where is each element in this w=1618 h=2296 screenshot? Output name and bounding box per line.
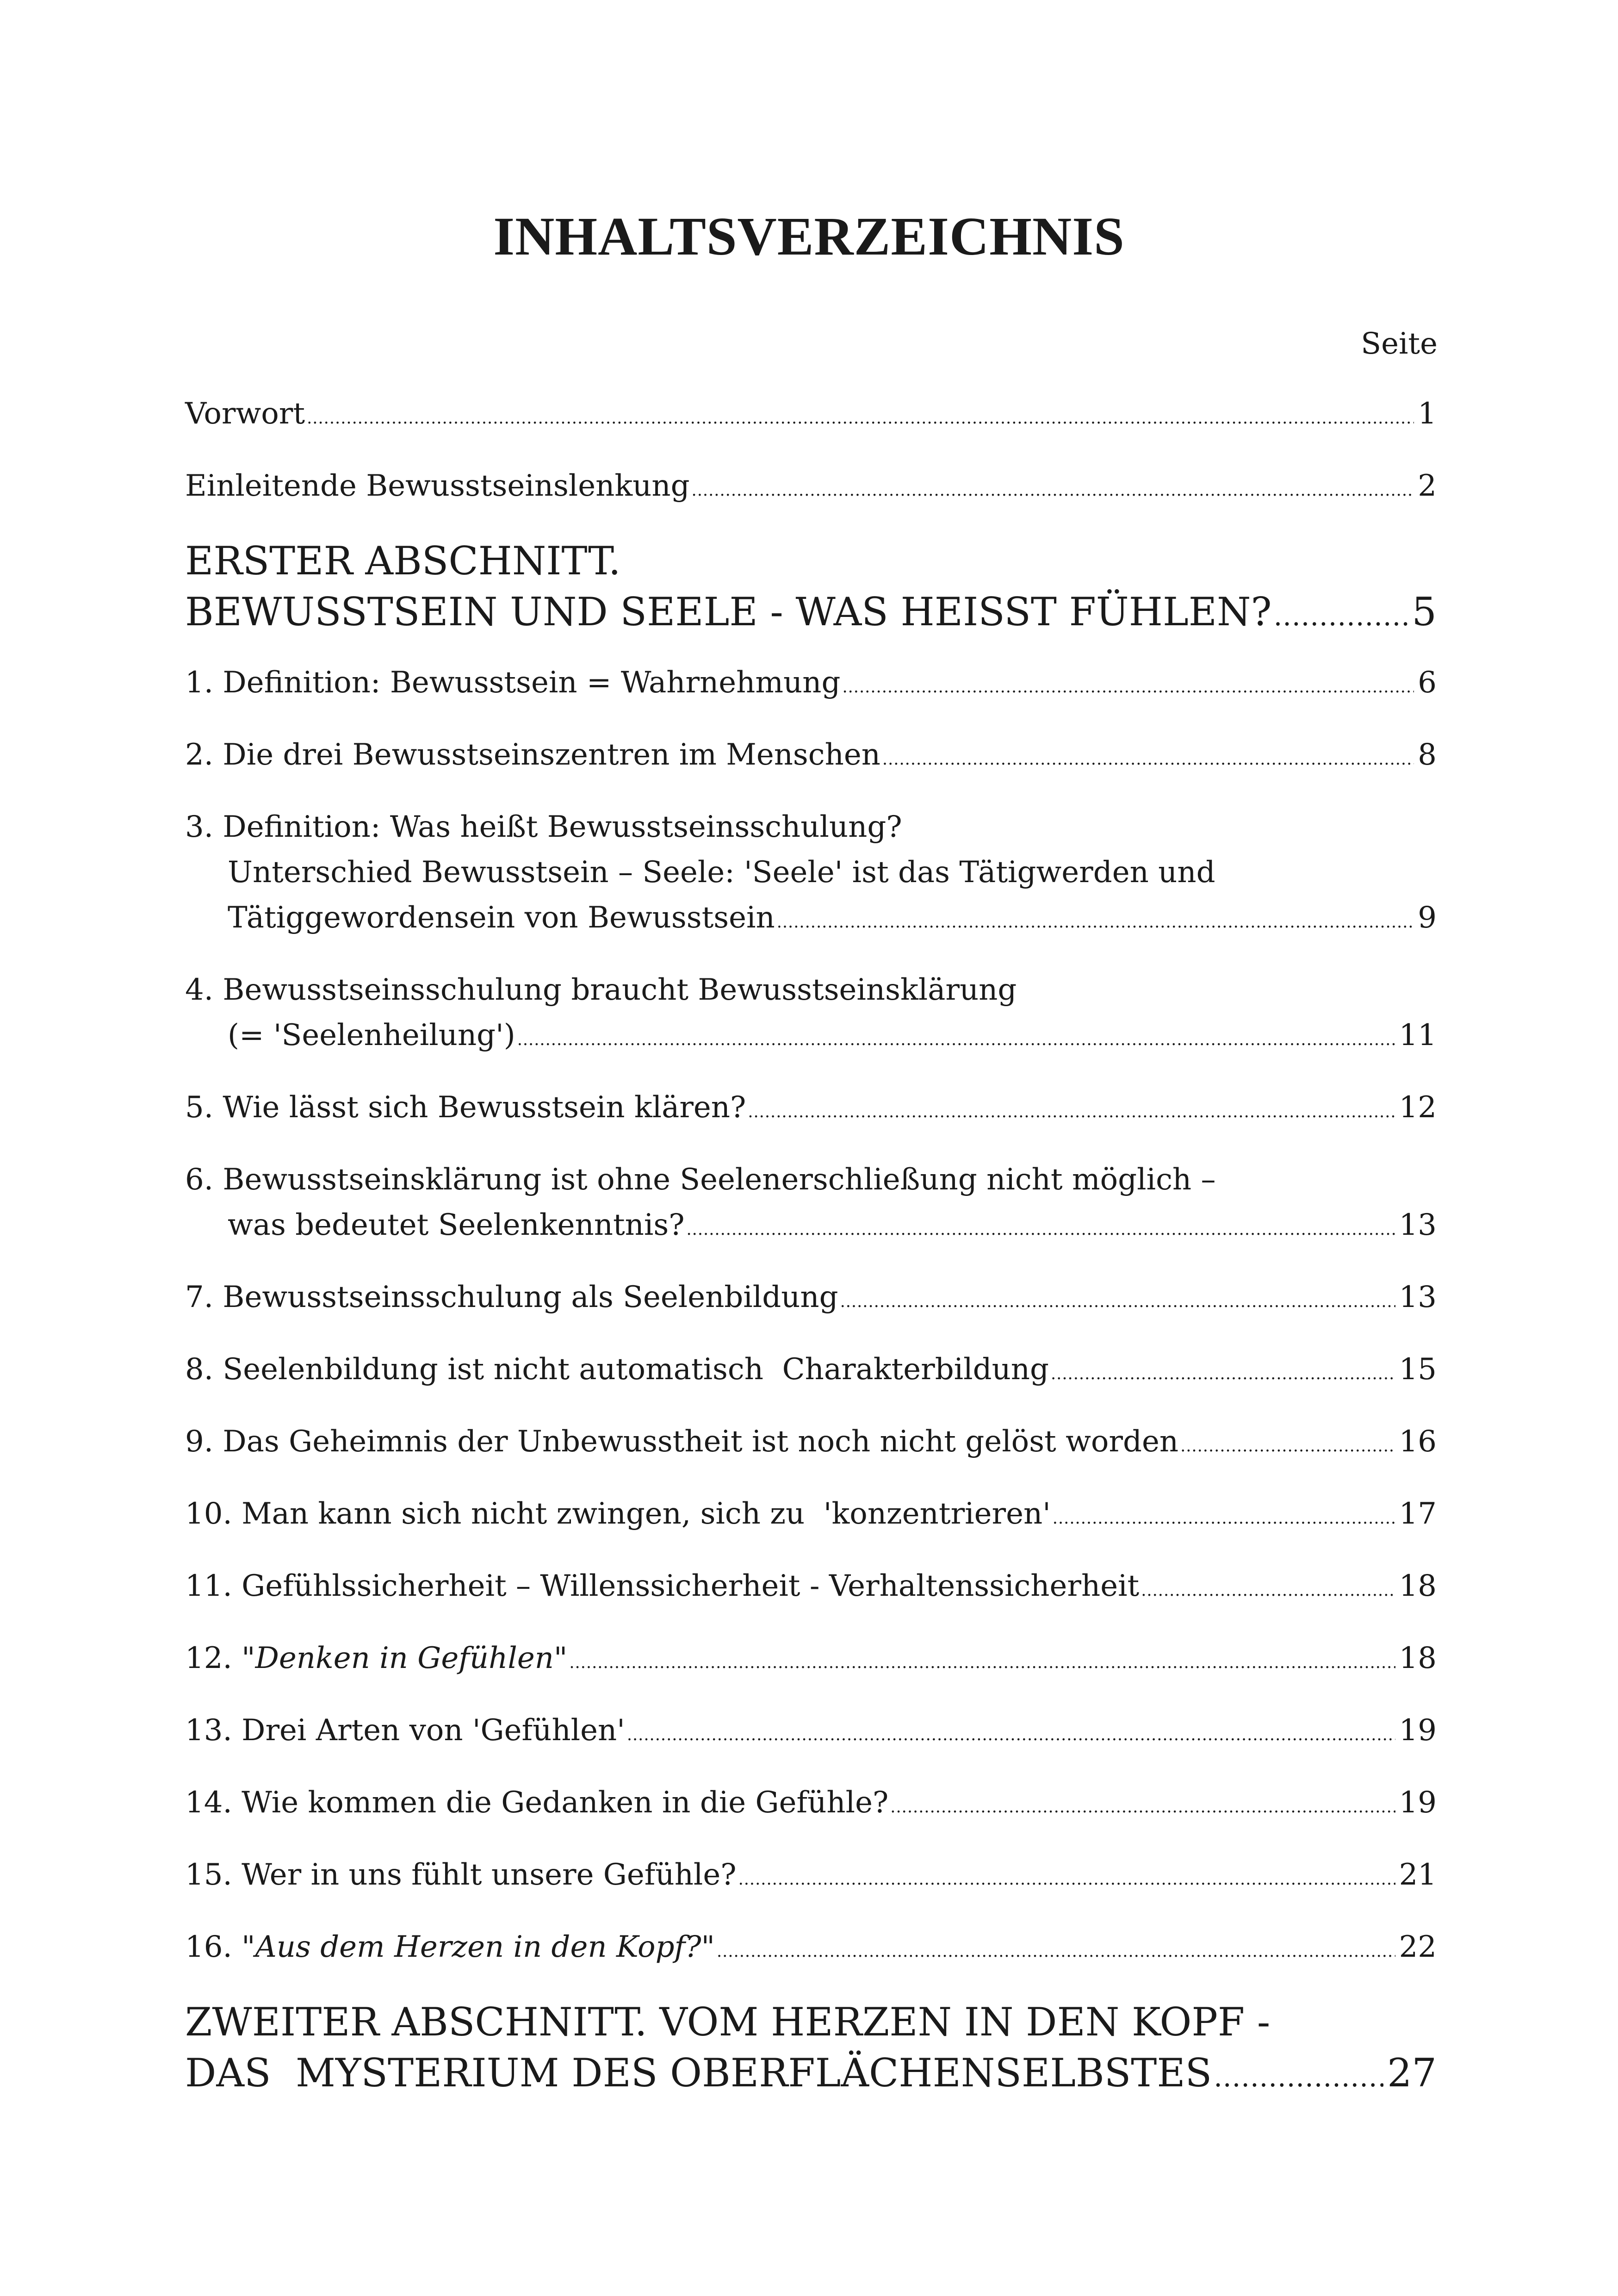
toc-page-number: 18 (1399, 1569, 1437, 1603)
toc-page-number: 13 (1399, 1208, 1437, 1242)
toc-entry-5[interactable] (185, 1085, 1437, 1135)
dot-leader (1051, 1351, 1395, 1397)
toc-entry-11[interactable] (185, 1563, 1437, 1613)
toc-entry-7[interactable] (185, 1275, 1437, 1325)
dot-leader (840, 1279, 1395, 1325)
toc-entry-title: Vorwort (185, 397, 305, 431)
toc-entry-9[interactable] (185, 1419, 1437, 1469)
toc-entry-title: 14. Wie kommen die Gedanken in die Gefühle? (185, 1786, 889, 1820)
toc-entry-title: 9. Das Geheimnis der Unbewusstheit ist noch nicht gelöst worden (185, 1425, 1179, 1459)
toc-page-number: 18 (1399, 1641, 1437, 1675)
toc-page-number: 1 (1418, 397, 1437, 431)
dot-leader (1053, 1496, 1395, 1541)
dot-leader (738, 1857, 1395, 1902)
table-of-contents (185, 391, 1437, 2103)
dot-leader (890, 1785, 1395, 1830)
toc-page-number: 21 (1399, 1858, 1437, 1892)
toc-entry-einleitende-bewusstseinslenkung[interactable] (185, 463, 1437, 513)
toc-page-number: 27 (1387, 2050, 1437, 2096)
toc-section-heading: ERSTER ABSCHNITT. (185, 538, 621, 584)
dot-leader (692, 468, 1414, 513)
toc-entry-number: 16. (185, 1930, 242, 1964)
toc-section-erster-abschnitt[interactable] (185, 535, 1437, 641)
toc-entry-10[interactable] (185, 1491, 1437, 1541)
page-column-label: Seite (1361, 327, 1438, 361)
toc-entry-8[interactable] (185, 1347, 1437, 1397)
page-title: INHALTSVERZEICHNIS (493, 206, 1125, 267)
dot-leader (717, 1929, 1395, 1974)
toc-entry-title-line: 4. Bewusstseinsschulung braucht Bewusstseinsklärung (185, 973, 1017, 1007)
toc-entry-title-line: 3. Definition: Was heißt Bewusstseinsschulung? (185, 810, 902, 844)
toc-page-number: 15 (1399, 1352, 1437, 1387)
toc-entry-4[interactable] (185, 967, 1437, 1063)
toc-entry-title: Tätiggewordensein von Bewusstsein (228, 901, 775, 935)
toc-page-number: 19 (1399, 1713, 1437, 1748)
dot-leader (1274, 591, 1408, 641)
dot-leader (1180, 1424, 1395, 1469)
dot-leader (842, 665, 1414, 710)
dot-leader (1214, 2052, 1383, 2103)
dot-leader (1141, 1568, 1395, 1613)
toc-page-number: 17 (1399, 1497, 1437, 1531)
toc-entry-15[interactable] (185, 1852, 1437, 1902)
toc-entry-title: (= 'Seelenheilung') (228, 1018, 515, 1052)
toc-section-title: DAS MYSTERIUM DES OBERFLÄCHENSELBSTES (185, 2050, 1212, 2096)
toc-page-number: 5 (1412, 589, 1437, 635)
toc-entry-title: 8. Seelenbildung ist nicht automatisch Charakterbildung (185, 1352, 1049, 1387)
toc-page-number: 6 (1418, 666, 1437, 700)
toc-entry-title: 1. Definition: Bewusstsein = Wahrnehmung (185, 666, 841, 700)
toc-entry-title: 13. Drei Arten von 'Gefühlen' (185, 1713, 625, 1748)
toc-section-heading: ZWEITER ABSCHNITT. VOM HERZEN IN DEN KOPF - (185, 1999, 1271, 2045)
toc-entry-title: "Aus dem Herzen in den Kopf?" (242, 1930, 715, 1964)
toc-entry-6[interactable] (185, 1157, 1437, 1252)
toc-entry-title: "Denken in Gefühlen" (242, 1641, 568, 1675)
toc-entry-title: 5. Wie lässt sich Bewusstsein klären? (185, 1090, 746, 1125)
toc-page-number: 2 (1418, 469, 1437, 503)
dot-leader (517, 1017, 1395, 1063)
toc-section-title: BEWUSSTSEIN UND SEELE - WAS HEISST FÜHLEN? (185, 589, 1272, 635)
toc-page-number: 19 (1399, 1786, 1437, 1820)
dot-leader (569, 1640, 1395, 1686)
dot-leader (627, 1712, 1395, 1758)
dot-leader (687, 1207, 1395, 1252)
dot-leader (777, 900, 1414, 945)
toc-entry-title: 2. Die drei Bewusstseinszentren im Menschen (185, 738, 880, 772)
toc-entry-14[interactable] (185, 1780, 1437, 1830)
toc-page-number: 9 (1418, 901, 1437, 935)
toc-entry-vorwort[interactable] (185, 391, 1437, 441)
toc-page-number: 11 (1399, 1018, 1437, 1052)
toc-entry-1[interactable] (185, 660, 1437, 710)
toc-page-number: 22 (1399, 1930, 1437, 1964)
toc-page-number: 12 (1399, 1090, 1437, 1125)
toc-entry-16[interactable] (185, 1924, 1437, 1974)
toc-entry-title: Einleitende Bewusstseinslenkung (185, 469, 690, 503)
toc-entry-13[interactable] (185, 1708, 1437, 1758)
toc-page-number: 13 (1399, 1280, 1437, 1314)
toc-entry-title: 10. Man kann sich nicht zwingen, sich zu 'konzentrieren' (185, 1497, 1051, 1531)
toc-page-number: 16 (1399, 1425, 1437, 1459)
toc-entry-title: 15. Wer in uns fühlt unsere Gefühle? (185, 1858, 737, 1892)
toc-entry-12[interactable] (185, 1636, 1437, 1686)
toc-section-zweiter-abschnitt[interactable] (185, 1997, 1437, 2103)
toc-entry-title: 7. Bewusstseinsschulung als Seelenbildung (185, 1280, 838, 1314)
toc-entry-2[interactable] (185, 732, 1437, 782)
dot-leader (307, 396, 1414, 441)
toc-entry-title: was bedeutet Seelenkenntnis? (228, 1208, 685, 1242)
toc-entry-number: 12. (185, 1641, 242, 1675)
toc-page-number: 8 (1418, 738, 1437, 772)
toc-entry-3[interactable] (185, 804, 1437, 945)
toc-entry-title-line: Unterschied Bewusstsein – Seele: 'Seele' ist das Tätigwerden und (228, 855, 1215, 890)
dot-leader (882, 737, 1414, 782)
toc-entry-title: 11. Gefühlssicherheit – Willenssicherheit - Verhaltenssicherheit (185, 1569, 1140, 1603)
toc-entry-title-line: 6. Bewusstseinsklärung ist ohne Seelenerschließung nicht möglich – (185, 1163, 1216, 1197)
dot-leader (748, 1089, 1395, 1135)
